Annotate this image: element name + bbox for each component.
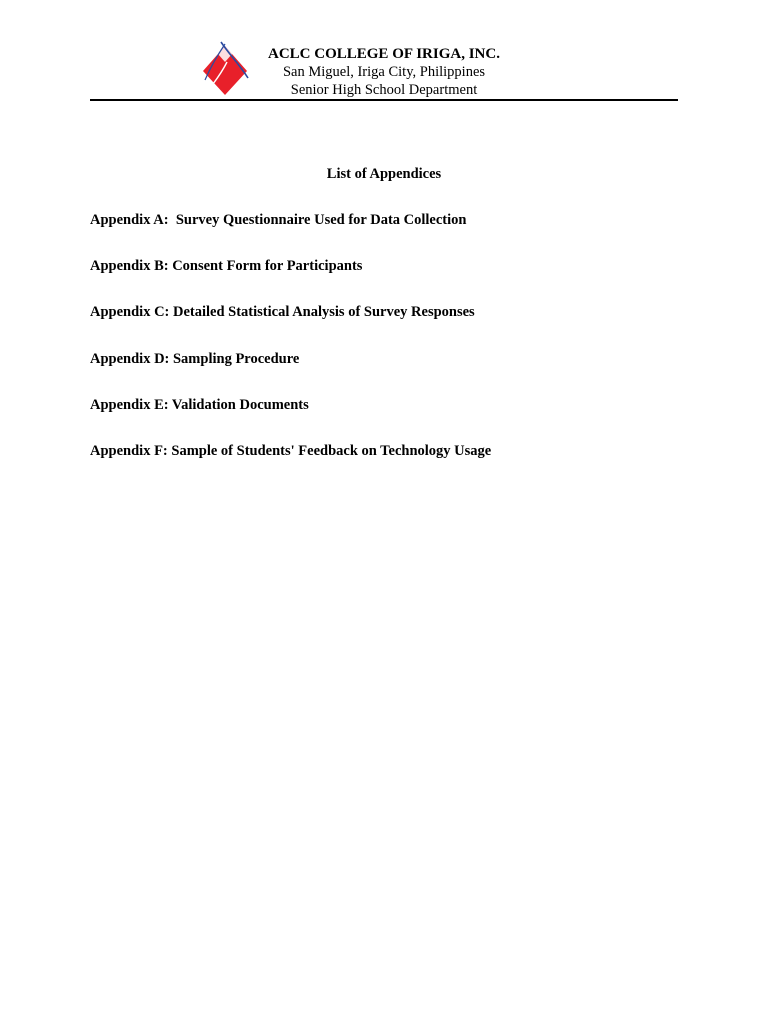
appendix-item: Appendix B: Consent Form for Participants	[90, 258, 363, 275]
appendix-item: Appendix F: Sample of Students' Feedback on Technology Usage	[90, 442, 492, 459]
org-department: Senior High School Department	[290, 82, 478, 98]
appendix-item: Appendix D: Sampling Procedure	[90, 350, 300, 367]
page-title: List of Appendices	[326, 166, 442, 182]
appendix-list	[90, 211, 491, 488]
appendix-item: Appendix E: Validation Documents	[90, 396, 309, 413]
org-address: San Miguel, Iriga City, Philippines	[282, 64, 486, 80]
header-divider	[90, 99, 678, 101]
appendix-item: Appendix A: Survey Questionnaire Used for Data Collection	[90, 212, 467, 228]
appendix-item: Appendix C: Detailed Statistical Analysis of Survey Responses	[90, 304, 475, 321]
letterhead-text	[250, 45, 518, 99]
aclc-logo-icon	[199, 40, 251, 98]
org-name: ACLC COLLEGE OF IRIGA, INC.	[268, 46, 500, 62]
letterhead	[0, 0, 768, 104]
